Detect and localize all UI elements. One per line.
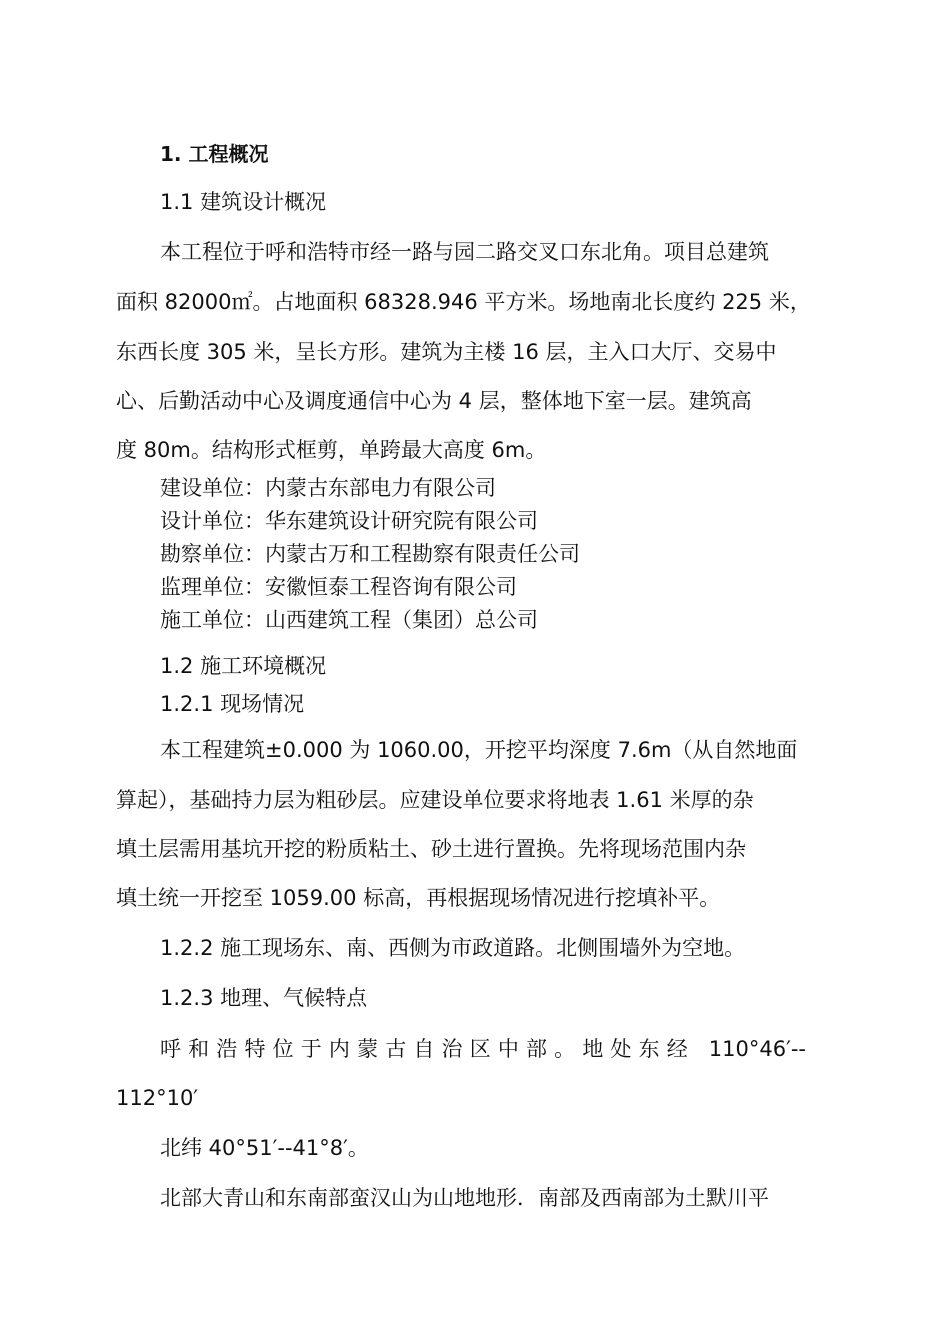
geo-paragraph-line: 北纬 40°51′--41°8′。	[160, 1136, 369, 1160]
subsection-1-2-1-title: 1.2.1 现场情况	[160, 692, 305, 716]
overview-paragraph-line: 心、后勤活动中心及调度通信中心为 4 层，整体地下室一层。建筑高	[116, 389, 752, 413]
site-paragraph-line: 填土统一开挖至 1059.00 标高，再根据现场情况进行挖填补平。	[116, 886, 721, 910]
overview-paragraph-line: 东西长度 305 米，呈长方形。建筑为主楼 16 层，主入口大厅、交易中	[116, 340, 777, 364]
supervision-unit: 监理单位：安徽恒泰工程咨询有限公司	[160, 575, 517, 599]
site-paragraph-line: 算起），基础持力层为粗砂层。应建设单位要求将地表 1.61 米厚的杂	[116, 788, 754, 812]
geo-paragraph-line: 北部大青山和东南部蛮汉山为山地地形．南部及西南部为土默川平	[160, 1186, 769, 1210]
geo-paragraph-line: 112°10′	[116, 1086, 199, 1110]
geo-paragraph-line: 呼和浩特位于内蒙古自治区中部。地处东经 110°46′--	[160, 1037, 806, 1061]
overview-paragraph-line: 面积 82000㎡。占地面积 68328.946 平方米。场地南北长度约 225 米，	[116, 290, 811, 314]
subsection-1-1-title: 1.1 建筑设计概况	[160, 190, 327, 214]
overview-paragraph-line: 本工程位于呼和浩特市经一路与园二路交叉口东北角。项目总建筑	[160, 240, 769, 264]
section-heading: 1. 工程概况	[160, 142, 269, 166]
subsection-1-2-2-text: 1.2.2 施工现场东、南、西侧为市政道路。北侧围墙外为空地。	[160, 936, 746, 960]
site-paragraph-line: 本工程建筑±0.000 为 1060.00，开挖平均深度 7.6m（从自然地面	[160, 738, 798, 762]
contractor-unit: 施工单位：山西建筑工程（集团）总公司	[160, 608, 538, 632]
survey-unit: 勘察单位：内蒙古万和工程勘察有限责任公司	[160, 542, 580, 566]
subsection-1-2-title: 1.2 施工环境概况	[160, 654, 327, 678]
site-paragraph-line: 填土层需用基坑开挖的粉质粘土、砂土进行置换。先将现场范围内杂	[116, 837, 746, 861]
overview-paragraph-line: 度 80m。结构形式框剪，单跨最大高度 6m。	[116, 438, 547, 462]
design-unit: 设计单位：华东建筑设计研究院有限公司	[160, 509, 538, 533]
construction-unit: 建设单位：内蒙古东部电力有限公司	[160, 476, 496, 500]
subsection-1-2-3-title: 1.2.3 地理、气候特点	[160, 986, 368, 1010]
